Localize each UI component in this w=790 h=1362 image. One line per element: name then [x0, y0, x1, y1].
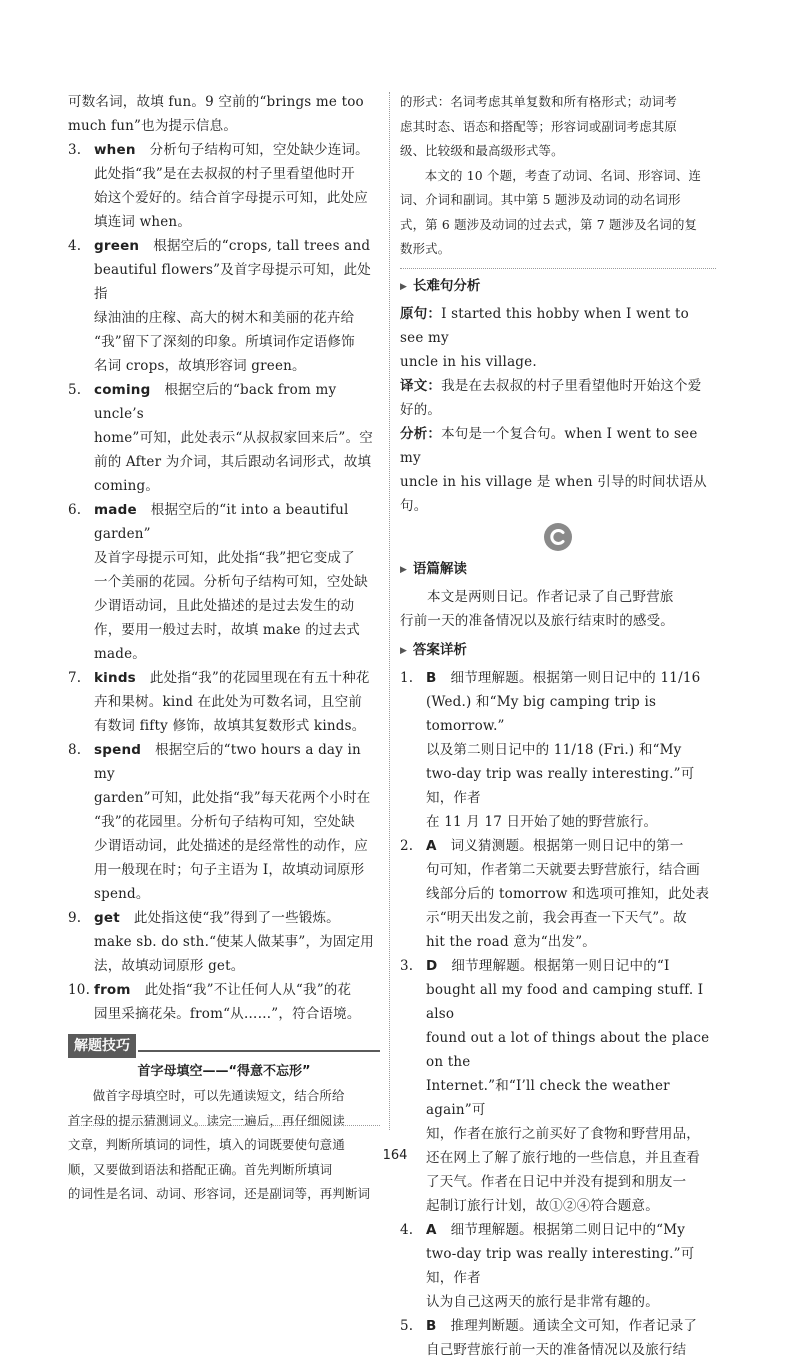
c-letter-icon — [543, 522, 573, 552]
tips-title: 首字母填空——“得意不忘形” — [137, 1064, 311, 1079]
text-line: two-day trip was really interesting.”可知，作者 — [426, 1245, 695, 1286]
text-line: 了天气。作者在日记中并没有提到和朋友一 — [426, 1173, 687, 1190]
sentence-analysis — [400, 302, 716, 518]
text-line: 及首字母提示可知，此处指“我”把它变成了 — [94, 550, 355, 566]
text-line: 根据空后的“crops, tall trees and — [153, 238, 371, 254]
left-column — [68, 90, 380, 1207]
text-line: I started this hobby when I went to see my — [400, 305, 689, 346]
tips-rule — [138, 1050, 380, 1052]
text-line: 填连词 when。 — [94, 214, 192, 230]
text-line: hit the road 意为“出发”。 — [426, 933, 596, 950]
triangle-icon: ▶ — [400, 645, 407, 656]
text-line: 词、介词和副词。其中第 5 题涉及动词的动名词形 — [400, 192, 681, 207]
text-line: 线部分后的 tomorrow 和选项可推知，此处表 — [426, 885, 710, 902]
text-line: 少谓语动词，此处描述的是经常性的动作，应 — [94, 838, 368, 854]
text-line: 细节理解题。根据第一则日记中的 11/16 — [450, 669, 701, 686]
page-number: 164 — [382, 1148, 408, 1163]
heading-text: 长难句分析 — [412, 277, 481, 294]
text-line: 级、比较级和最高级形式等。 — [400, 143, 564, 158]
item-number: 9. — [68, 910, 82, 926]
item-number: 5. — [68, 382, 82, 398]
text-line: spend。 — [94, 886, 150, 902]
answer-detail-3 — [400, 954, 716, 1218]
sentence-analysis-heading — [400, 273, 716, 300]
heading-text: 答案详析 — [412, 641, 467, 658]
text-line: 根据空后的“it into a beautiful garden” — [94, 502, 349, 542]
item-number: 1. — [400, 669, 414, 686]
text-line: make sb. do sth.“使某人做某事”，为固定用 — [94, 934, 374, 950]
text-line: 本文是两则日记。作者记录了自己野营旅 — [427, 588, 674, 605]
text-line: 以及第二则日记中的 11/18 (Fri.) 和“My — [426, 741, 682, 758]
section-divider — [400, 268, 716, 269]
text-line: made。 — [94, 646, 146, 662]
answer-word: from — [94, 982, 131, 998]
answer-letter: A — [426, 1221, 437, 1238]
text-line: 绿油油的庄稼、高大的树木和美丽的花卉给 — [94, 310, 355, 326]
text-line: 在 11 月 17 日开始了她的野营旅行。 — [426, 813, 658, 830]
text-line: bought all my food and camping stuff. I also — [426, 981, 704, 1022]
answer-word: when — [94, 142, 136, 158]
answer-detail-1 — [400, 666, 716, 834]
text-line: 自己野营旅行前一天的准备情况以及旅行结 — [426, 1341, 687, 1358]
text-line: (Wed.) 和“My big camping trip is tomorrow.” — [426, 693, 657, 734]
reading-heading — [400, 556, 716, 583]
answer-letter: A — [426, 837, 437, 854]
tips-continuation — [400, 90, 716, 262]
text-line: 虑其时态、语态和搭配等；形容词或副词考虑其原 — [400, 118, 677, 134]
heading-text: 语篇解读 — [412, 560, 467, 577]
text-line: “我”的花园里。分析句子结构可知，空处缺 — [94, 814, 355, 830]
text-line: 细节理解题。根据第二则日记中的“My — [450, 1221, 686, 1238]
text-line: 还在网上了解了旅行地的一些信息，并且查看 — [426, 1149, 700, 1166]
tips-header — [68, 1034, 380, 1058]
text-line: 此处指“我”是在去叔叔的村子里看望他时开 — [94, 166, 355, 182]
text-line: 推理判断题。通读全文可知，作者记录了 — [450, 1317, 698, 1334]
text-line: 始这个爱好的。结合首字母提示可知，此处应 — [94, 190, 368, 206]
item-number: 4. — [68, 238, 82, 254]
answer-item-9 — [68, 906, 380, 978]
text-line: 此处指“我”的花园里现在有五十种花 — [149, 670, 370, 686]
text-line: 此处指这使“我”得到了一些锻炼。 — [133, 910, 340, 926]
answer-item-8 — [68, 738, 380, 906]
text-line: 作，要用一般过去时，故填 make 的过去式 — [94, 622, 361, 638]
text-line: 法，故填动词原形 get。 — [94, 958, 245, 974]
bottom-divider — [68, 1125, 380, 1126]
item-number: 8. — [68, 742, 82, 758]
text-line: 做首字母填空时，可以先通读短文，结合所给 — [92, 1088, 345, 1103]
text-line: 我是在去叔叔的村子里看望他时开始这个爱 — [441, 377, 702, 394]
text-line: two-day trip was really interesting.”可知，作者 — [426, 765, 695, 806]
text-line: 卉和果树。kind 在此处为可数名词，且空前 — [94, 694, 363, 710]
text-line: 本句是一个复合句。when I went to see my — [400, 425, 698, 466]
item-number: 5. — [400, 1317, 414, 1334]
text-line: 知，作者在旅行之前买好了食物和野营用品， — [426, 1125, 700, 1142]
answer-word: spend — [94, 742, 142, 758]
text-line: 式，第 6 题涉及动词的过去式，第 7 题涉及名词的复 — [400, 216, 698, 232]
analysis-label: 分析： — [400, 425, 442, 442]
answer-item-7 — [68, 666, 380, 738]
translation-label: 译文： — [400, 377, 442, 394]
text-line: found out a lot of things about the place on the — [426, 1029, 710, 1070]
answer-detail-2 — [400, 834, 716, 954]
text-line: 园里采摘花朵。from“从……”，符合语境。 — [94, 1006, 361, 1022]
item-number: 10. — [68, 982, 91, 998]
text-line: 此处指“我”不让任何人从“我”的花 — [144, 982, 352, 998]
text-line: 根据空后的“two hours a day in my — [94, 742, 361, 782]
original-label: 原句： — [400, 305, 442, 322]
section-marker — [400, 522, 716, 552]
answer-item-4 — [68, 234, 380, 378]
text-line: 句可知，作者第二天就要去野营旅行，结合画 — [426, 861, 700, 878]
item-number: 2. — [400, 837, 414, 854]
text-line: 数形式。 — [400, 241, 451, 256]
tips-tag: 解题技巧 — [68, 1034, 136, 1058]
item-number: 6. — [68, 502, 82, 518]
answer-word: green — [94, 238, 140, 254]
text-line: 认为自己这两天的旅行是非常有趣的。 — [426, 1293, 659, 1310]
answer-detail-5 — [400, 1314, 716, 1362]
text-line: garden”可知，此处指“我”每天花两个小时在 — [94, 790, 371, 806]
text-line: 行前一天的准备情况以及旅行结束时的感受。 — [400, 612, 674, 629]
text-line: 好的。 — [400, 401, 442, 418]
item-number: 4. — [400, 1221, 414, 1238]
text-line: 可数名词，故填 fun。9 空前的“brings me too — [68, 94, 364, 110]
answer-word: coming — [94, 382, 151, 398]
text-line: 首字母的提示猜测词义。读完一遍后，再仔细阅读 — [68, 1112, 345, 1128]
text-line: 本文的 10 个题，考查了动词、名词、形容词、连 — [424, 167, 702, 183]
answer-item-10 — [68, 978, 380, 1026]
answer-item-5 — [68, 378, 380, 498]
text-line: uncle in his village. — [400, 353, 537, 370]
text-line: uncle in his village 是 when 引导的时间状语从句。 — [400, 473, 707, 514]
text-line: 的形式：名词考虑其单复数和所有格形式；动词考 — [400, 94, 677, 109]
item-number: 7. — [68, 670, 82, 686]
text-line: 词义猜测题。根据第一则日记中的第一 — [450, 837, 684, 854]
text-line: 的词性是名词、动词、形容词，还是副词等，再判断词 — [68, 1186, 371, 1201]
answer-word: kinds — [94, 670, 136, 686]
text-line: 前的 After 为介词，其后跟动名词形式，故填 — [94, 454, 372, 470]
triangle-icon: ▶ — [400, 564, 407, 575]
answer-word: get — [94, 910, 120, 926]
answer-item-6 — [68, 498, 380, 666]
text-line: 起制订旅行计划，故①②④符合题意。 — [426, 1197, 659, 1214]
text-line: 细节理解题。根据第一则日记中的“I — [451, 957, 670, 974]
text-line: coming。 — [94, 478, 160, 494]
answer-letter: B — [426, 1317, 437, 1334]
tips-body — [68, 1084, 380, 1207]
text-line: 根据空后的“back from my uncle’s — [94, 382, 337, 422]
text-line: 文章，判断所填词的词性，填入的词既要使句意通 — [68, 1137, 345, 1152]
text-line: 少谓语动词，且此处描述的是过去发生的动 — [94, 598, 355, 614]
text-line: beautiful flowers”及首字母提示可知，此处指 — [94, 262, 371, 302]
item-number: 3. — [68, 142, 82, 158]
intro-text — [68, 90, 380, 138]
answer-letter: B — [426, 669, 437, 686]
answers-heading — [400, 637, 716, 664]
text-line: 顺，又要做到语法和搭配正确。首先判断所填词 — [68, 1161, 333, 1177]
text-line: 示“明天出发之前，我会再查一下天气”。故 — [426, 909, 687, 926]
text-line: Internet.”和“I’ll check the weather again”可 — [426, 1077, 670, 1118]
text-line: 用一般现在时；句子主语为 I，故填动词原形 — [94, 862, 365, 878]
answer-item-3 — [68, 138, 380, 234]
item-number: 3. — [400, 957, 414, 974]
text-line: “我”留下了深刻的印象。所填词作定语修饰 — [94, 334, 355, 350]
text-line: home”可知，此处表示“从叔叔家回来后”。空 — [94, 430, 373, 446]
triangle-icon: ▶ — [400, 281, 407, 292]
text-line: 名词 crops，故填形容词 green。 — [94, 358, 306, 374]
text-line: much fun”也为提示信息。 — [68, 118, 238, 134]
text-line: 有数词 fifty 修饰，故填其复数形式 kinds。 — [94, 718, 366, 734]
text-line: 一个美丽的花园。分析句子结构可知，空处缺 — [94, 574, 368, 590]
text-line: 分析句子结构可知，空处缺少连词。 — [149, 142, 369, 158]
reading-summary — [400, 585, 716, 633]
answer-detail-4 — [400, 1218, 716, 1314]
answer-word: made — [94, 502, 137, 518]
right-column — [400, 90, 716, 1362]
column-divider — [389, 92, 390, 1130]
answer-letter: D — [426, 957, 438, 974]
